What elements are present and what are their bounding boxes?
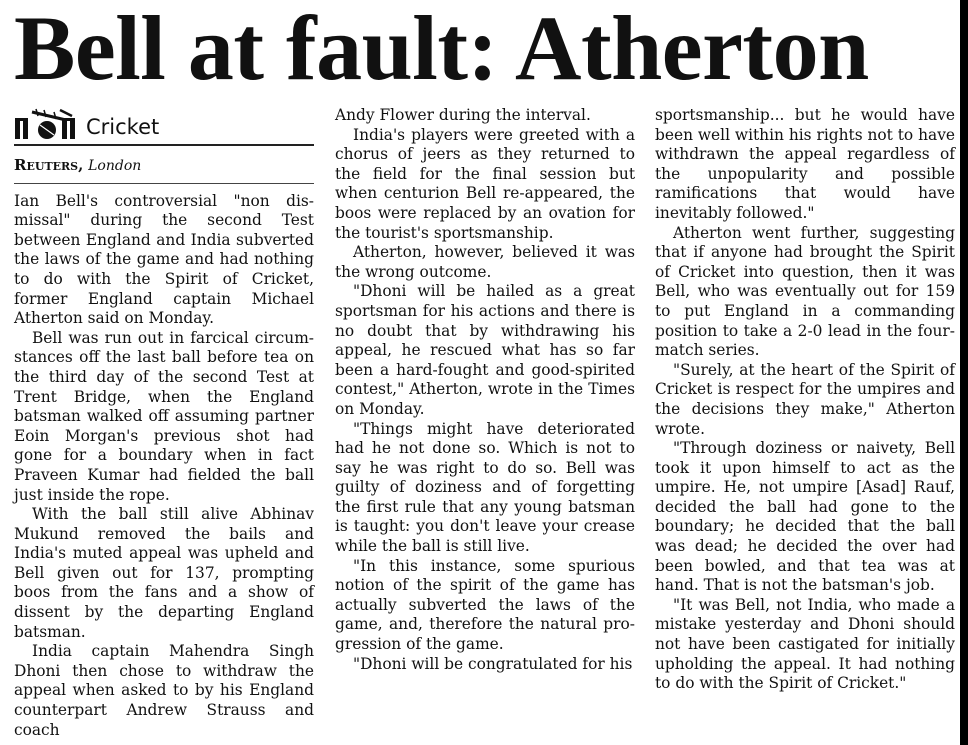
paragraph: "Through doziness or naivety, Bell took it upon himself to act as the umpire. He, not umpire [Asad] Rauf, decided the ball had gone to the boundary; he decided that the ball was dead; he decided the over had been bowled, and that tea was at hand. That is not the batsman's job. (655, 439, 955, 595)
paragraph: "Surely, at the heart of the Spirit of Cricket is respect for the umpires and the decisions they make," Atherton wrote. (655, 360, 955, 438)
headline: Bell at fault: Atherton (14, 0, 869, 99)
paragraph: "In this instance, some spurious notion of the spirit of the game has actually subverted the laws of the game, and, therefore the natural progression of the game. (335, 556, 635, 654)
paragraph: Atherton went further, suggesting that if anyone had brought the Spirit of Cricket into question, then it was Bell, who was eventually out for 159 to put England in a commanding position to take a 2-0 lead in the four-match series. (655, 223, 955, 360)
byline-rule (14, 183, 314, 184)
article-column-2 (335, 106, 635, 674)
paragraph: "Dhoni will be hailed as a great sportsman for his actions and there is no doubt that by withdrawing his appeal, he rescued what has so far been a hard-fought and good-spirited contest," Atherton, wrote in the Times on Monday. (335, 282, 635, 418)
paragraph: sportsmanship... but he would have been well within his rights not to have withdrawn the appeal regardless of the unpopularity and possible ramifications that would have inevitably followed." (655, 106, 955, 222)
paragraph: "Things might have deteriorated had he not done so. Which is not to say he was right to do so. Bell was guilty of doziness and of forgetting the first rule that any young batsman is taught: you don't leave your crease while the ball is still live. (335, 419, 635, 556)
section-label: Cricket (86, 115, 160, 139)
paragraph: Andy Flower during the interval. (335, 106, 591, 124)
page-edge-rule (960, 0, 968, 745)
paragraph: India's players were greeted with a chorus of jeers as they returned to the field for the final session but when centurion Bell re-appeared, the boos were replaced by an ovation for the tourist's sportsmanship. (335, 125, 635, 242)
paragraph: Atherton, however, believed it was the wrong outcome. (335, 243, 635, 281)
section-rule (14, 144, 314, 146)
section-header (14, 106, 314, 140)
paragraph: "It was Bell, not India, who made a mistake yesterday and Dhoni should not have been castigated for initially upholding the appeal. It had nothing to do with the Spirit of Cricket." (655, 595, 955, 693)
paragraph: India captain Mahendra Singh Dhoni then chose to withdraw the appeal when asked to by his England counterpart Andrew Strauss and coach (14, 642, 314, 739)
byline (14, 156, 314, 177)
cricket-equipment-icon (14, 108, 80, 140)
article-column-3 (655, 106, 955, 694)
paragraph: Bell was run out in farcical circumstances off the last ball before tea on the third day of the second Test at Trent Bridge, when the England batsman walked off assuming partner Eoin Morgan's previous shot had gone for a boundary when in fact Praveen Kumar had fielded the ball just inside the rope. (14, 328, 314, 504)
article-column-1 (14, 106, 314, 740)
paragraph: "Dhoni will be congratulated for his (353, 654, 633, 673)
paragraph: Ian Bell's controversial "non dismissal" during the second Test between England and India subverted the laws of the game and had nothing to do with the Spirit of Cricket, former England captain Michael Atherton said on Monday. (14, 191, 314, 328)
byline-agency: Reuters, (14, 156, 84, 174)
byline-dateline: London (88, 158, 142, 174)
paragraph: With the ball still alive Abhinav Mukund removed the bails and India's muted appeal was upheld and Bell given out for 137, prompting boos from the fans and a show of dissent by the departing England batsman. (14, 505, 314, 641)
